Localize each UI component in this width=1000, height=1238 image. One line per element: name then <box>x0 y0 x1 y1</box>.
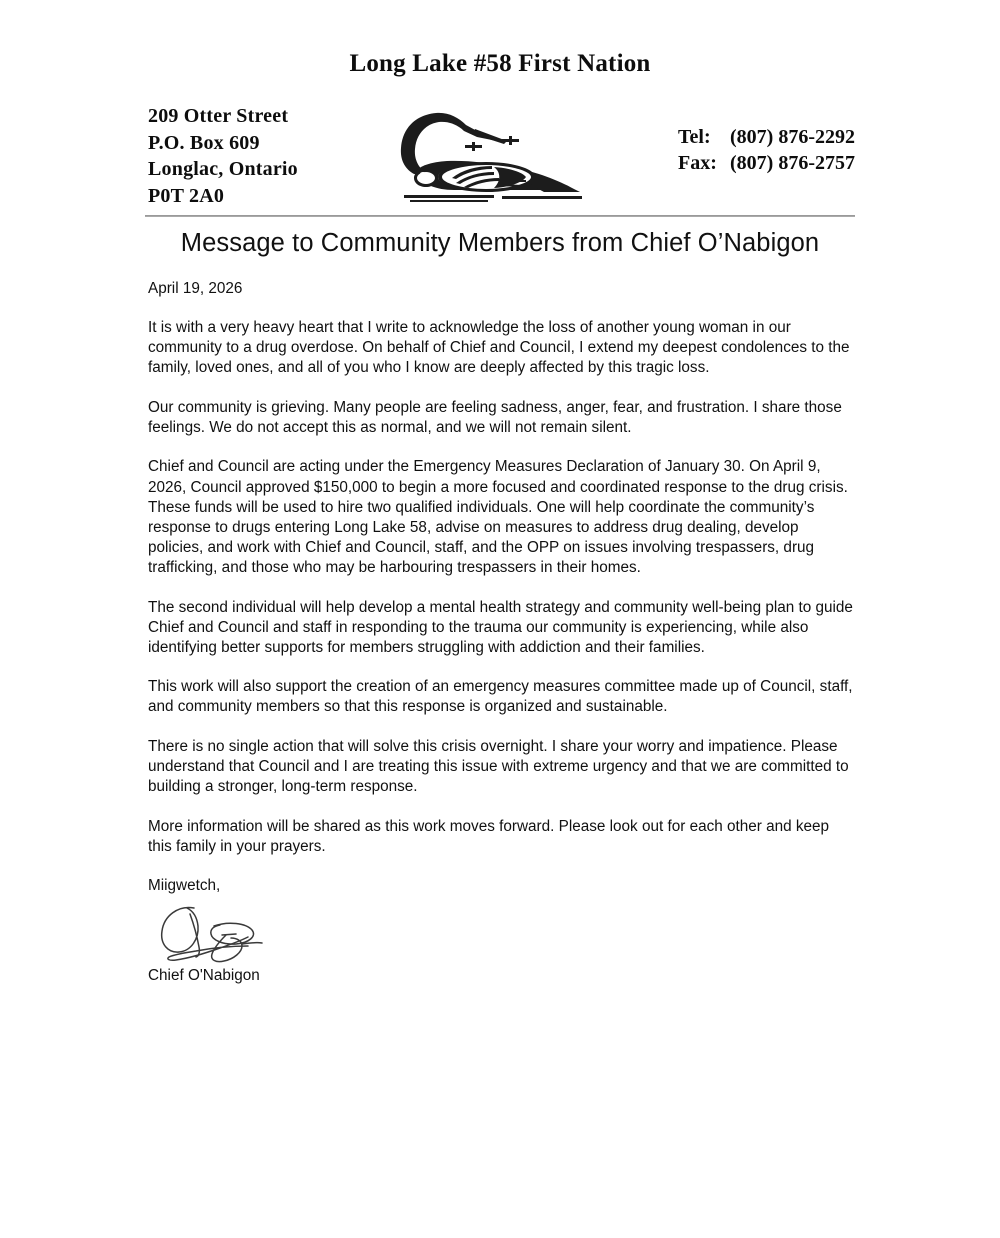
body-paragraph: Our community is grieving. Many people are feeling sadness, anger, fear, and frustration. I share those feelings. We do not accept this as normal, and we will not remain silent. <box>148 398 842 436</box>
letter-date: April 19, 2026 <box>148 280 243 297</box>
address-line-1: 209 Otter Street <box>148 105 289 127</box>
address-line-4: P0T 2A0 <box>148 184 225 207</box>
fax-row <box>678 150 855 176</box>
body-paragraph: There is no single action that will solve this crisis overnight. I share your worry and impatience. Please understand that Council and I are treating this issue with extreme urgency and that we are committed to building a stronger, long-term response. <box>148 738 849 796</box>
page-title: Message to Community Members from Chief O’Nabigon <box>180 229 820 257</box>
telephone-value: (807) 876-2292 <box>730 126 855 148</box>
body-paragraph: It is with a very heavy heart that I write to acknowledge the loss of another young woman in our community to a drug overdose. On behalf of Chief and Council, I extend my deepest condolences to the family, loved ones, and all of you who I know are deeply affected by this tragic loss. <box>148 319 850 377</box>
fax-value: (807) 876-2757 <box>730 152 855 174</box>
letterhead-block <box>148 103 855 208</box>
address-line-3: Longlac, Ontario <box>148 158 298 180</box>
loon-logo <box>376 98 591 203</box>
body-paragraph: More information will be shared as this work moves forward. Please look out for each other and keep this family in your prayers. <box>148 817 830 855</box>
contact-block <box>678 124 855 176</box>
address-line-2: P.O. Box 609 <box>148 131 260 154</box>
fax-label: Fax: <box>678 152 717 174</box>
closing-salutation: Miigwetch, <box>148 877 221 895</box>
header-divider <box>145 215 855 217</box>
address-block <box>148 103 298 209</box>
signer-name: Chief O'Nabigon <box>148 967 260 985</box>
body-paragraph: This work will also support the creation of an emergency measures committee made up of Council, staff, and community members so that this response is organized and sustainable. <box>148 678 853 716</box>
telephone-label: Tel: <box>678 126 711 148</box>
telephone-row <box>678 124 855 150</box>
body-paragraph: The second individual will help develop a mental health strategy and community well-being plan to guide Chief and Council and staff in responding to the trauma our community is experiencing, while also identifying better supports for members struggling with addiction and their families. <box>148 598 853 656</box>
letter-body <box>148 279 855 986</box>
organization-title: Long Lake #58 First Nation <box>349 50 651 77</box>
body-paragraph: Chief and Council are acting under the Emergency Measures Declaration of January 30. On April 9, 2026, Council approved $150,000 to begin a more focused and coordinated response to the drug crisis. These funds will be used to hire two qualified individuals. One will help coordinate the community’s response to drugs entering Long Lake 58, advise on measures to address drug dealing, develop policies, and work with Chief and Council, staff, and the OPP on issues involving trespassers, drug trafficking, and those who may be harbouring trespassers in their homes. <box>148 458 848 576</box>
signature-mark <box>154 902 274 964</box>
